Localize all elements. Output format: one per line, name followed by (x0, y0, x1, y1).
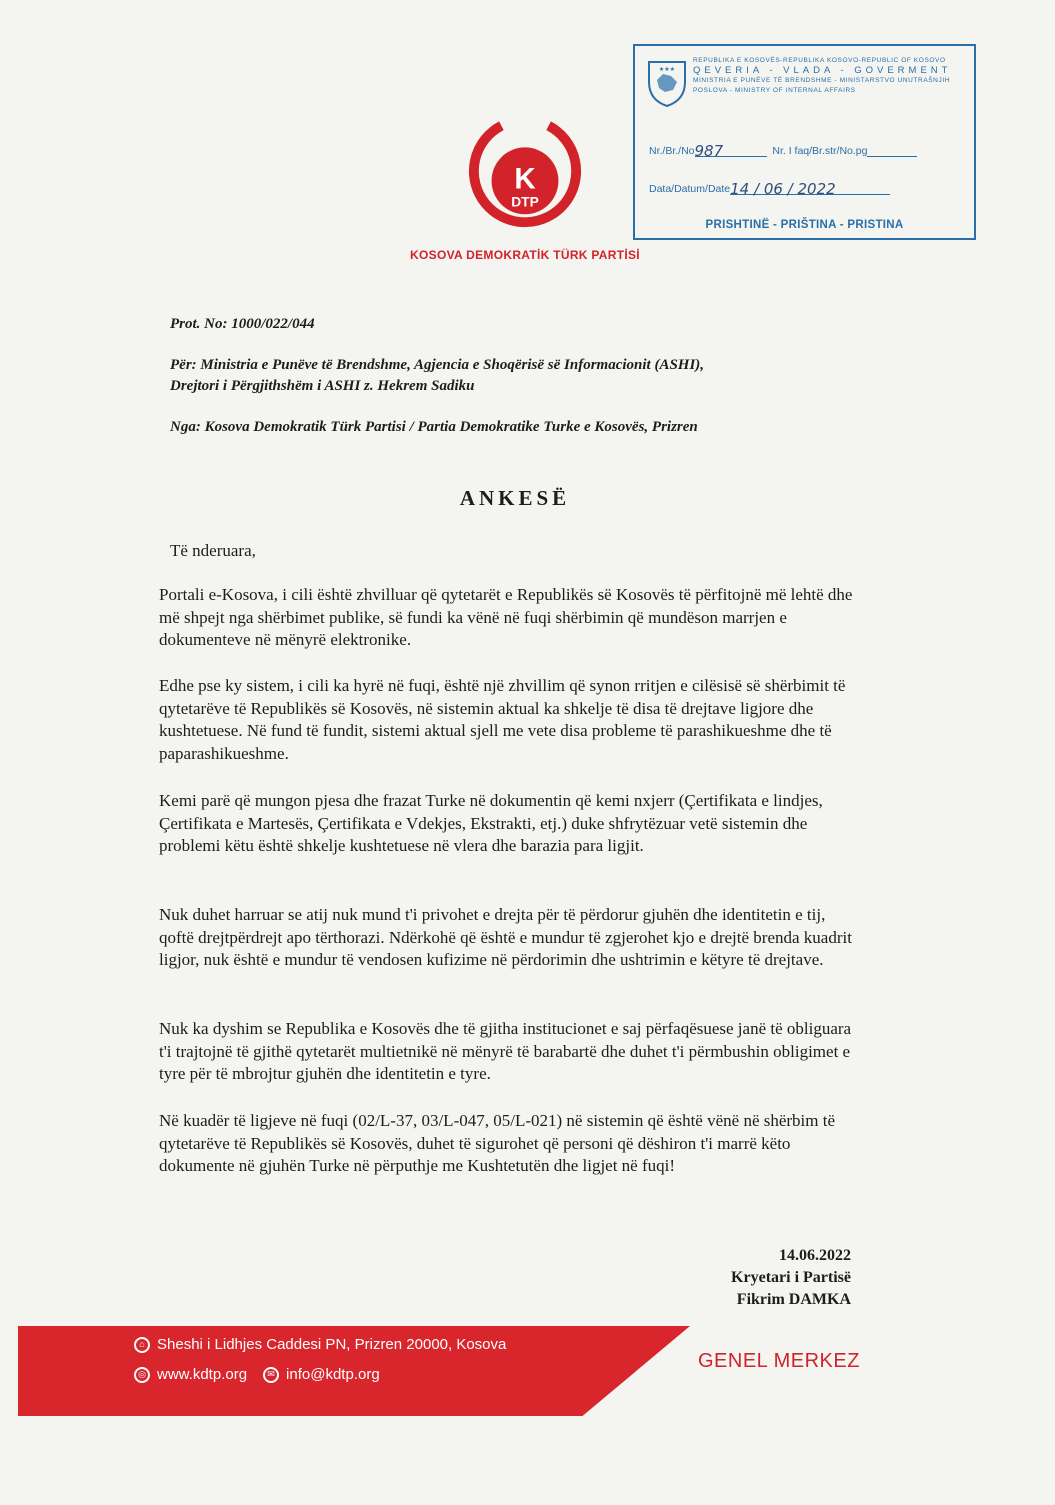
paragraph-6: Në kuadër të ligjeve në fuqi (02/L-37, 03/L-047, 05/L-021) në sistemin që është vënë në shërbim të qytetarëve të Republikës së Kosovës, duhet të sigurohet që personi që dëshiron t'i marrë këto dokumente në gjuhën Turke në përputhje me Kushtetutën dhe ligjet në fuqi! (159, 1111, 836, 1175)
logo-mark-bottom: DTP (511, 194, 539, 210)
paragraph-5: Nuk ka dyshim se Republika e Kosovës dhe të gjitha institucionet e saj përfaqësuese janë të obliguara t'i trajtojnë të gjithë qytetarët multietnikë në mënyrë të barabartë dhe duhet t'i përmbushin obligimet e tyre për të mbrojtur gjuhën dhe identitetin e tyre. (159, 1019, 852, 1083)
paragraph-2: Edhe pse ky sistem, i cili ka hyrë në fuqi, është një zhvillim që synon rritjen e cilësisë së shërbimit të qytetarëve të Republikës së Kosovës, në sistemin aktual ka shkelje të disa të drejtave ligjore dhe kushtetuese. Në fund të fundit, sistemi aktual sjell me vete disa probleme të parashikueshme dhe të paparashikueshme. (159, 676, 846, 763)
signature-role: Kryetari i Partisë (731, 1269, 851, 1286)
paragraph-4: Nuk duhet harruar se atij nuk mund t'i privohet e drejta për të përdorur gjuhën dhe identitetin e tij, qoftë drejtpërdrejt apo tërthorazi. Ndërkohë që është e mundur të zgjerohet kjo e drejtë brenda kuadrit ligjor, nuk është e mundur të vendosen kufizime në përdorimin dhe ushtrimin e këtyre të drejtave. (159, 905, 852, 969)
protocol-number: Prot. No: 1000/022/044 (170, 316, 315, 332)
footer-email[interactable]: info@kdtp.org (286, 1366, 380, 1383)
document-title: ANKESË (459, 486, 571, 510)
sender-line: Nga: Kosova Demokratik Türk Partisi / Partia Demokratike Turke e Kosovës, Prizren (170, 419, 698, 435)
party-name: KOSOVA DEMOKRATİK TÜRK PARTİSİ (410, 248, 640, 262)
stamp-header-line4: POSLOVA - MINISTRY OF INTERNAL AFFAIRS (693, 87, 856, 94)
mail-icon: ✉ (263, 1367, 279, 1383)
footer-address-text: Sheshi i Lidhjes Caddesi PN, Prizren 20000, Kosova (157, 1336, 507, 1353)
stamp-header-line1: REPUBLIKA E KOSOVËS-REPUBLIKA KOSOVO-REPUBLIC OF KOSOVO (693, 57, 946, 64)
registry-stamp (633, 44, 976, 240)
footer-contacts (134, 1366, 380, 1383)
stamp-number-row (649, 142, 917, 160)
svg-text:★★★: ★★★ (658, 67, 676, 73)
signature-date: 14.06.2022 (779, 1247, 851, 1264)
recipient-line1: Për: Ministria e Punëve të Brendshme, Agjencia e Shoqërisë së Informacionit (ASHI), (170, 357, 705, 373)
letterhead-footer (0, 1318, 1055, 1423)
logo-mark-top: K (514, 162, 536, 196)
stamp-date-day: 14 (730, 180, 750, 198)
signature-name: Fikrim DAMKA (736, 1291, 851, 1308)
kosovo-emblem-icon (645, 58, 689, 108)
footer-website[interactable]: www.kdtp.org (157, 1366, 248, 1383)
stamp-date-row: Data/Datum/Date14 / 06 / 2022 (649, 180, 890, 195)
party-logo (466, 112, 584, 230)
home-icon: ⌂ (134, 1337, 150, 1353)
footer-address (134, 1336, 506, 1353)
stamp-date-month: 06 (763, 180, 783, 198)
stamp-nr-value: 987 (694, 142, 724, 160)
stamp-faq-label: Nr. I faq/Br.str/No.pg (772, 145, 868, 157)
stamp-nr-label: Nr./Br./No (649, 145, 695, 157)
salutation: Të nderuara, (170, 541, 256, 560)
paragraph-1: Portali e-Kosova, i cili është zhvilluar që qytetarët e Republikës së Kosovës të përfitojnë më lehtë dhe më shpejt nga shërbimet publike, së fundi ka vënë në fuqi shërbimin që mundëson marrjen e dokumenteve në mënyrë elektronike. (159, 585, 853, 649)
paragraph-3: Kemi parë që mungon pjesa dhe frazat Turke në dokumentin që kemi nxjerr (Çertifikata e lindjes, Çertifikata e Martesës, Çertifikata e Vdekjes, Ekstrakti, etj.) duke shfrytëzuar vetë sistemin dhe problemi këtu është shkelje kushtetuese në vlera dhe barazia para ligjit. (159, 791, 823, 855)
signature-block (731, 1245, 851, 1311)
stamp-date-label: Data/Datum/Date (649, 183, 731, 195)
recipient-line2: Drejtori i Përgjithshëm i ASHI z. Hekrem Sadiku (170, 378, 475, 394)
stamp-header-line2: QEVERIA - VLADA - GOVERMENT (693, 65, 952, 76)
stamp-city: PRISHTINË - PRIŠTINA - PRISTINA (705, 219, 904, 231)
globe-icon: ◎ (134, 1367, 150, 1383)
footer-headquarters-label: GENEL MERKEZ (698, 1350, 860, 1372)
stamp-date-year: 2022 (797, 180, 836, 198)
stamp-header (693, 56, 973, 96)
stamp-header-line3: MINISTRIA E PUNËVE TË BRENDSHME - MINISTARSTVO UNUTRAŠNJIH (693, 77, 951, 84)
